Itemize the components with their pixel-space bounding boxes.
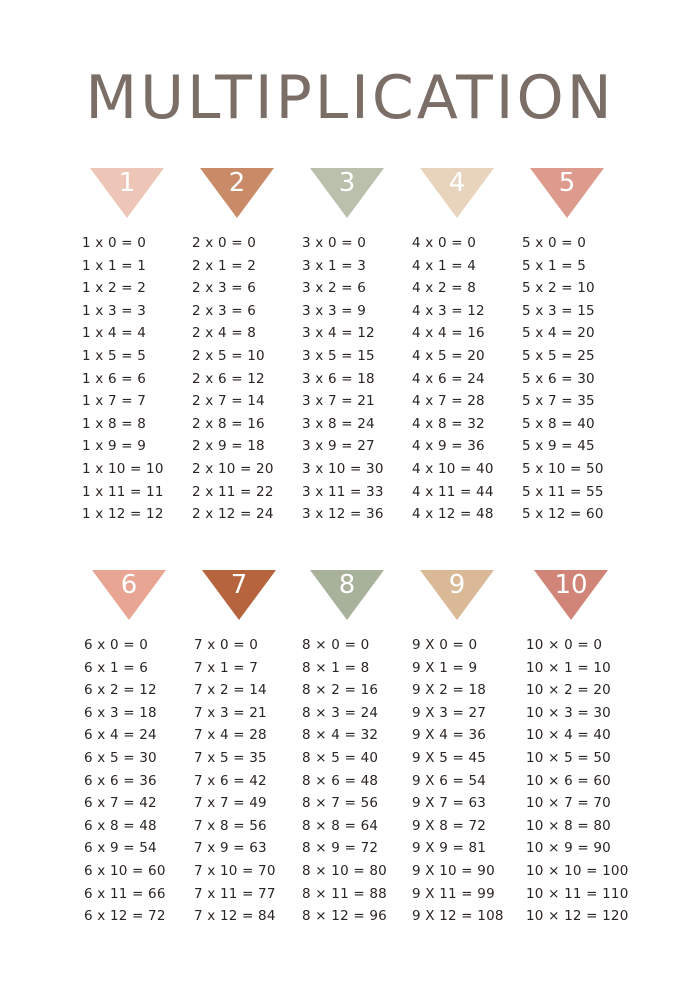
- equation-row: 1 x 12 = 12: [82, 506, 164, 523]
- equation-row: 9 X 0 = 0: [412, 637, 478, 653]
- equation-row: 6 x 5 = 30: [84, 749, 157, 766]
- equation-row: 9 X 11 = 99: [412, 885, 495, 902]
- page-title: MULTIPLICATION: [85, 63, 615, 133]
- equation-row: 10 × 12 = 120: [526, 908, 629, 925]
- equation-row: 4 x 1 = 4: [412, 257, 477, 274]
- table-number: 5: [558, 168, 576, 198]
- equation-row: 5 x 6 = 30: [522, 370, 595, 387]
- equation-row: 4 x 9 = 36: [412, 438, 485, 455]
- equation-row: 4 x 12 = 48: [412, 506, 494, 523]
- equation-row: 10 × 3 = 30: [526, 704, 611, 721]
- equation-row: 4 x 8 = 32: [412, 415, 485, 432]
- equation-row: 1 x 3 = 3: [82, 302, 147, 319]
- equation-row: 10 × 11 = 110: [526, 885, 629, 902]
- equation-row: 10 × 9 = 90: [526, 840, 611, 857]
- table-8: [302, 568, 418, 925]
- equation-row: 4 x 4 = 16: [412, 325, 485, 342]
- equation-row: 8 × 3 = 24: [302, 704, 379, 721]
- equation-row: 9 X 10 = 90: [412, 862, 495, 879]
- equation-row: 3 x 9 = 27: [302, 438, 375, 455]
- equation-row: 5 x 9 = 45: [522, 438, 595, 455]
- equation-row: 1 x 8 = 8: [82, 415, 147, 432]
- table-number: 9: [448, 570, 466, 600]
- triangle-badge-10: [534, 568, 608, 620]
- equation-row: 5 x 0 = 0: [522, 235, 587, 251]
- equation-row: 8 × 6 = 48: [302, 772, 379, 789]
- equation-row: 10 × 5 = 50: [526, 749, 611, 766]
- equation-list: [302, 232, 384, 526]
- table-9: [412, 568, 528, 925]
- table-number: 10: [554, 570, 588, 600]
- triangle-badge-1: [90, 166, 164, 218]
- equation-row: 9 X 9 = 81: [412, 840, 487, 857]
- equation-row: 7 x 0 = 0: [194, 637, 259, 653]
- equation-row: 9 X 3 = 27: [412, 704, 487, 721]
- equation-row: 2 x 5 = 10: [192, 347, 265, 364]
- equation-row: 5 x 1 = 5: [522, 257, 587, 274]
- equation-row: 2 x 4 = 8: [192, 325, 257, 342]
- equation-row: 6 x 0 = 0: [84, 637, 149, 653]
- equation-row: 2 x 12 = 24: [192, 506, 274, 523]
- equation-row: 4 x 10 = 40: [412, 460, 494, 477]
- triangle-badge-5: [530, 166, 604, 218]
- equation-row: 3 x 10 = 30: [302, 460, 384, 477]
- equation-row: 6 x 4 = 24: [84, 727, 157, 744]
- equation-row: 4 x 0 = 0: [412, 235, 477, 251]
- equation-list: [412, 634, 504, 928]
- table-number: 3: [338, 168, 356, 198]
- equation-row: 9 X 2 = 18: [412, 682, 487, 699]
- equation-row: 9 X 1 = 9: [412, 659, 478, 676]
- equation-row: 1 x 11 = 11: [82, 483, 164, 500]
- equation-row: 10 × 0 = 0: [526, 637, 603, 653]
- equation-list: [522, 232, 604, 526]
- equation-row: 9 X 5 = 45: [412, 749, 487, 766]
- equation-row: 7 x 1 = 7: [194, 659, 259, 676]
- equation-row: 6 x 10 = 60: [84, 862, 166, 879]
- equation-row: 3 x 2 = 6: [302, 280, 367, 297]
- equation-row: 4 x 3 = 12: [412, 302, 485, 319]
- equation-row: 3 x 5 = 15: [302, 347, 375, 364]
- equation-row: 6 x 7 = 42: [84, 795, 157, 812]
- equation-row: 6 x 8 = 48: [84, 817, 157, 834]
- equation-row: 9 X 4 = 36: [412, 727, 487, 744]
- table-7: [194, 568, 310, 925]
- equation-row: 9 X 7 = 63: [412, 795, 487, 812]
- equation-list: [194, 634, 276, 928]
- equation-row: 9 X 12 = 108: [412, 908, 504, 925]
- equation-row: 6 x 2 = 12: [84, 682, 157, 699]
- equation-row: 1 x 7 = 7: [82, 393, 147, 410]
- equation-row: 5 x 2 = 10: [522, 280, 595, 297]
- triangle-badge-6: [92, 568, 166, 620]
- equation-row: 6 x 11 = 66: [84, 885, 166, 902]
- equation-row: 10 × 2 = 20: [526, 682, 611, 699]
- equation-row: 8 × 9 = 72: [302, 840, 379, 857]
- equation-row: 7 x 7 = 49: [194, 795, 267, 812]
- equation-row: 6 x 9 = 54: [84, 840, 157, 857]
- equation-row: 2 x 7 = 14: [192, 393, 265, 410]
- equation-row: 3 x 3 = 9: [302, 302, 367, 319]
- equation-row: 1 x 4 = 4: [82, 325, 147, 342]
- table-5: [522, 166, 638, 523]
- equation-row: 5 x 3 = 15: [522, 302, 595, 319]
- equation-row: 7 x 8 = 56: [194, 817, 267, 834]
- equation-row: 10 × 6 = 60: [526, 772, 611, 789]
- equation-row: 7 x 5 = 35: [194, 749, 267, 766]
- table-6: [84, 568, 200, 925]
- equation-row: 2 x 8 = 16: [192, 415, 265, 432]
- equation-row: 10 × 1 = 10: [526, 659, 611, 676]
- table-3: [302, 166, 418, 523]
- equation-row: 3 x 4 = 12: [302, 325, 375, 342]
- equation-row: 2 x 0 = 0: [192, 235, 257, 251]
- equation-row: 2 x 9 = 18: [192, 438, 265, 455]
- equation-row: 5 x 8 = 40: [522, 415, 595, 432]
- equation-row: 8 × 2 = 16: [302, 682, 379, 699]
- equation-row: 7 x 2 = 14: [194, 682, 267, 699]
- equation-row: 10 × 10 = 100: [526, 862, 629, 879]
- equation-row: 5 x 4 = 20: [522, 325, 595, 342]
- equation-row: 8 × 0 = 0: [302, 637, 370, 653]
- equation-list: [412, 232, 494, 526]
- table-10: [526, 568, 642, 925]
- equation-row: 8 × 7 = 56: [302, 795, 379, 812]
- equation-row: 1 x 6 = 6: [82, 370, 147, 387]
- equation-row: 7 x 3 = 21: [194, 704, 267, 721]
- equation-row: 3 x 1 = 3: [302, 257, 367, 274]
- equation-row: 10 × 4 = 40: [526, 727, 611, 744]
- equation-row: 4 x 11 = 44: [412, 483, 494, 500]
- tables-row-top: [0, 166, 700, 546]
- equation-row: 10 × 7 = 70: [526, 795, 611, 812]
- equation-row: 4 x 7 = 28: [412, 393, 485, 410]
- equation-list: [84, 634, 166, 928]
- equation-row: 3 x 6 = 18: [302, 370, 375, 387]
- equation-row: 9 X 8 = 72: [412, 817, 487, 834]
- equation-row: 1 x 5 = 5: [82, 347, 147, 364]
- equation-row: 2 x 1 = 2: [192, 257, 257, 274]
- equation-row: 8 × 10 = 80: [302, 862, 387, 879]
- equation-row: 3 x 12 = 36: [302, 506, 384, 523]
- equation-row: 3 x 7 = 21: [302, 393, 375, 410]
- equation-row: 1 x 0 = 0: [82, 235, 147, 251]
- table-number: 4: [448, 168, 466, 198]
- equation-row: 6 x 1 = 6: [84, 659, 149, 676]
- equation-list: [82, 232, 164, 526]
- equation-row: 8 × 11 = 88: [302, 885, 387, 902]
- equation-row: 5 x 5 = 25: [522, 347, 595, 364]
- equation-row: 7 x 9 = 63: [194, 840, 267, 857]
- table-4: [412, 166, 528, 523]
- equation-row: 10 × 8 = 80: [526, 817, 611, 834]
- triangle-badge-3: [310, 166, 384, 218]
- equation-row: 7 x 11 = 77: [194, 885, 276, 902]
- equation-row: 1 x 10 = 10: [82, 460, 164, 477]
- table-number: 7: [230, 570, 248, 600]
- equation-row: 5 x 7 = 35: [522, 393, 595, 410]
- equation-row: 8 × 1 = 8: [302, 659, 370, 676]
- equation-row: 8 × 5 = 40: [302, 749, 379, 766]
- equation-row: 4 x 2 = 8: [412, 280, 477, 297]
- equation-row: 3 x 8 = 24: [302, 415, 375, 432]
- table-number: 8: [338, 570, 356, 600]
- equation-row: 4 x 6 = 24: [412, 370, 485, 387]
- equation-row: 5 x 11 = 55: [522, 483, 604, 500]
- equation-row: 4 x 5 = 20: [412, 347, 485, 364]
- equation-row: 8 × 4 = 32: [302, 727, 379, 744]
- equation-row: 8 × 12 = 96: [302, 908, 387, 925]
- equation-row: 1 x 1 = 1: [82, 257, 147, 274]
- equation-list: [526, 634, 629, 928]
- table-number: 2: [228, 168, 246, 198]
- equation-row: 9 X 6 = 54: [412, 772, 487, 789]
- equation-row: 2 x 10 = 20: [192, 460, 274, 477]
- equation-row: 2 x 6 = 12: [192, 370, 265, 387]
- table-1: [82, 166, 198, 523]
- equation-list: [192, 232, 274, 526]
- triangle-badge-4: [420, 166, 494, 218]
- triangle-badge-2: [200, 166, 274, 218]
- equation-row: 6 x 6 = 36: [84, 772, 157, 789]
- table-number: 1: [118, 168, 136, 198]
- equation-row: 2 x 3 = 6: [192, 280, 257, 297]
- triangle-badge-9: [420, 568, 494, 620]
- table-2: [192, 166, 308, 523]
- tables-row-bottom: [0, 568, 700, 948]
- equation-row: 1 x 2 = 2: [82, 280, 147, 297]
- equation-row: 7 x 12 = 84: [194, 908, 276, 925]
- equation-row: 6 x 12 = 72: [84, 908, 166, 925]
- equation-row: 8 × 8 = 64: [302, 817, 379, 834]
- equation-row: 5 x 10 = 50: [522, 460, 604, 477]
- equation-row: 6 x 3 = 18: [84, 704, 157, 721]
- equation-row: 7 x 6 = 42: [194, 772, 267, 789]
- table-number: 6: [120, 570, 138, 600]
- equation-row: 3 x 0 = 0: [302, 235, 367, 251]
- equation-row: 5 x 12 = 60: [522, 506, 604, 523]
- equation-row: 7 x 4 = 28: [194, 727, 267, 744]
- equation-row: 2 x 3 = 6: [192, 302, 257, 319]
- triangle-badge-8: [310, 568, 384, 620]
- equation-list: [302, 634, 387, 928]
- equation-row: 3 x 11 = 33: [302, 483, 384, 500]
- equation-row: 2 x 11 = 22: [192, 483, 274, 500]
- equation-row: 7 x 10 = 70: [194, 862, 276, 879]
- equation-row: 1 x 9 = 9: [82, 438, 147, 455]
- triangle-badge-7: [202, 568, 276, 620]
